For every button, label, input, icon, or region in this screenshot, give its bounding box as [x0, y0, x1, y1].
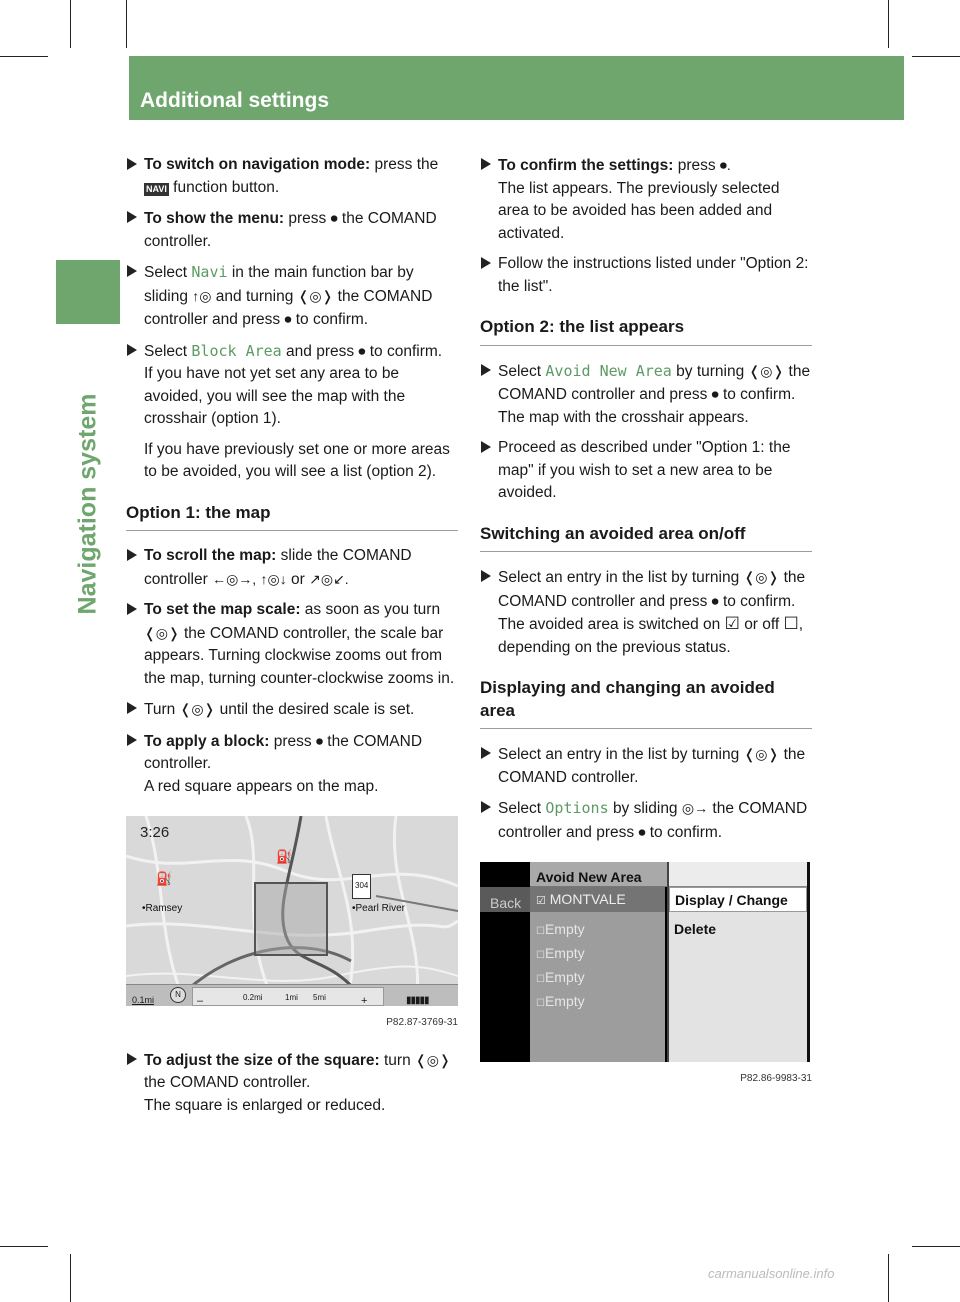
section-heading: Option 2: the list appears — [480, 316, 812, 346]
scale-mark: 1mi — [285, 993, 298, 1002]
step-text: or off — [744, 616, 780, 633]
step — [480, 797, 812, 844]
step-text: by turning — [676, 362, 745, 380]
step-result — [498, 613, 812, 659]
crop-mark — [912, 56, 960, 57]
place-label: Pearl River — [355, 903, 405, 914]
block-square — [254, 882, 328, 956]
compass-icon: N — [170, 987, 186, 1003]
signal-icon: ▮▮▮▮▮ — [406, 995, 429, 1006]
step-text: by sliding — [612, 800, 678, 817]
step-text: the COMAND controller and press — [144, 287, 433, 328]
step — [480, 253, 812, 298]
turn-icon: ❬◎❭ — [297, 287, 334, 304]
step — [126, 261, 458, 332]
option-delete[interactable]: Delete — [674, 921, 717, 937]
step-text: Turn — [144, 701, 176, 718]
step-text: Select an entry in the list by turning — [498, 569, 740, 586]
turn-icon: ❬◎❭ — [743, 569, 780, 585]
step-text: the COMAND controller. — [144, 732, 423, 772]
watermark: carmanualsonline.info — [708, 1266, 835, 1281]
crop-mark — [0, 1246, 48, 1247]
controller-press-icon: ⏺ — [315, 732, 323, 749]
checkbox-checked-icon: ☑ — [724, 614, 740, 633]
slide-left-right-icon: ←◎→, — [212, 570, 257, 587]
back-button[interactable]: Back — [490, 895, 522, 911]
step-title: To apply a block: — [144, 732, 270, 750]
scale-slider — [192, 987, 384, 1006]
controller-press-icon: ⏺ — [638, 823, 646, 840]
menu-item-label: MONTVALE — [549, 891, 626, 907]
step-text: slide the COMAND controller — [144, 547, 412, 588]
turn-icon: ❬◎❭ — [144, 624, 180, 641]
page-number: 94 — [84, 92, 106, 113]
crop-mark — [888, 1254, 889, 1302]
scale-mark: 5mi — [313, 993, 326, 1002]
menu-item-label: Empty — [544, 993, 585, 1009]
controller-press-icon: ⏺. — [719, 157, 731, 173]
step-text: the COMAND controller and press — [498, 800, 808, 841]
slide-diagonal-icon: ↗◎↙. — [309, 570, 349, 587]
step-result: A red square appears on the map. — [144, 777, 379, 795]
menu-item-options: Options — [545, 799, 609, 817]
map-place: •Ramsey — [142, 903, 183, 914]
map-time: 3:26 — [140, 824, 170, 841]
crop-mark — [0, 56, 48, 57]
step-title: To scroll the map: — [144, 547, 277, 564]
step-result: If you have not yet set any area to be avoided, you will see the map with the crosshair (option 1). — [144, 365, 406, 427]
scale-left: 0.1mi — [132, 995, 155, 1005]
turn-icon: ❬◎❭ — [415, 1051, 451, 1068]
step-title: To show the menu: — [144, 210, 285, 227]
step-text: press the — [374, 156, 439, 173]
step-text: or — [291, 570, 305, 588]
slide-right-icon: ◎→ — [681, 800, 709, 816]
menu-title: Avoid New Area — [536, 869, 642, 885]
menu-figure — [480, 862, 812, 1091]
step-text: the COMAND controller. — [498, 746, 806, 786]
step-text: the COMAND controller, the scale bar appears. Turning clockwise zooms out from the map, turning counter-clockwise zooms in. — [144, 624, 455, 687]
step-result: The square is enlarged or reduced. — [144, 1096, 386, 1114]
step-title: To switch on navigation mode: — [144, 156, 371, 173]
step — [126, 730, 458, 799]
step-text: Proceed as described under "Option 1: the map" if you wish to set a new area to be avoided. — [498, 439, 791, 501]
step-text: the COMAND controller and press — [498, 569, 806, 610]
step — [480, 566, 812, 659]
scale-mark: 0.2mi — [243, 993, 263, 1002]
controller-press-icon: ⏺ — [711, 386, 719, 402]
crop-mark — [888, 0, 889, 48]
slide-up-icon: ↑◎ — [192, 287, 212, 304]
step — [126, 154, 458, 199]
step — [480, 154, 812, 245]
figure-caption: P82.86-9983-31 — [740, 1073, 812, 1084]
menu-item-label: Empty — [544, 921, 585, 937]
checkbox-checked-icon: ☑ — [536, 895, 546, 907]
step-text: the COMAND controller and press — [498, 362, 811, 403]
menu-item-block-area: Block Area — [191, 341, 282, 360]
crop-mark — [70, 1254, 71, 1302]
chapter-title: Additional settings — [140, 89, 329, 112]
scale-bar — [126, 984, 458, 1006]
step — [126, 698, 458, 722]
checkbox-empty-icon: ☐ — [536, 950, 545, 961]
menu-item-label: Empty — [544, 945, 585, 961]
controller-press-icon: ⏺ — [711, 592, 719, 609]
step-text: to confirm. — [295, 311, 369, 328]
step-title: To confirm the settings: — [498, 157, 674, 174]
step-text: to confirm. — [722, 592, 796, 610]
options-top — [669, 862, 807, 887]
crop-mark — [912, 1246, 960, 1247]
step-result: The map with the crosshair appears. — [498, 408, 749, 426]
checkbox-empty-icon: ☐ — [536, 974, 545, 985]
checkbox-empty-icon: ☐ — [536, 998, 545, 1009]
step-text: to confirm. — [649, 823, 723, 841]
menu-item-navi: Navi — [191, 263, 228, 281]
step-text: press — [288, 210, 327, 227]
step-text: Select — [144, 342, 188, 360]
sidebar-tab — [56, 260, 120, 324]
left-column — [126, 154, 458, 1125]
map-figure — [126, 816, 458, 1035]
step-text: the COMAND controller. — [144, 1074, 311, 1091]
step-text: until the desired scale is set. — [219, 701, 415, 718]
fuel-station-icon: ⛽ — [156, 871, 173, 886]
section-heading: Displaying and changing an avoided area — [480, 677, 812, 729]
step — [126, 1049, 458, 1118]
step-text: Select — [144, 264, 188, 281]
scale-plus: + — [361, 995, 368, 1006]
header-separator — [126, 56, 129, 120]
right-column — [480, 154, 812, 1105]
map-screen — [126, 816, 458, 1006]
step-text: to confirm. — [722, 386, 796, 403]
step — [480, 360, 812, 430]
step-text: Follow the instructions listed under "Option 2: the list". — [498, 255, 809, 295]
step-text: turn — [384, 1051, 411, 1069]
step-text: and turning — [215, 287, 294, 305]
slide-up-down-icon: ↑◎↓ — [260, 570, 287, 587]
menu-item[interactable] — [536, 966, 585, 992]
turn-icon: ❬◎❭ — [743, 746, 780, 762]
section-heading: Switching an avoided area on/off — [480, 523, 812, 553]
fuel-station-icon: ⛽ — [276, 849, 293, 864]
step-text: and press — [286, 342, 355, 360]
step — [126, 340, 458, 484]
menu-item-avoid-new-area: Avoid New Area — [545, 361, 672, 380]
step-text: Select — [498, 362, 542, 380]
step-text: , depending on the previous status. — [498, 616, 804, 656]
step — [126, 599, 458, 690]
step-text: as soon as you turn — [304, 601, 441, 618]
place-label: Ramsey — [145, 903, 183, 914]
step — [126, 545, 458, 591]
menu-selected-row[interactable] — [530, 887, 665, 912]
checkbox-empty-icon: ☐ — [536, 926, 545, 937]
step-text: press — [273, 732, 312, 750]
step-text: Select an entry in the list by turning — [498, 746, 740, 763]
menu-item[interactable] — [536, 918, 585, 944]
crop-mark — [70, 0, 71, 48]
step-text: The avoided area is switched on — [498, 616, 721, 633]
step-text: Select — [498, 800, 542, 817]
step-text: in the main function bar by sliding — [144, 264, 414, 305]
menu-item[interactable] — [536, 990, 585, 1016]
option-display-change[interactable]: Display / Change — [669, 887, 807, 912]
section-heading: Option 1: the map — [126, 502, 458, 532]
step-result: If you have previously set one or more areas to be avoided, you will see a list (option 2). — [144, 440, 450, 480]
step — [480, 743, 812, 789]
step-text: to confirm. — [369, 342, 443, 360]
figure-caption: P82.87-3769-31 — [386, 1017, 458, 1028]
step-title: To adjust the size of the square: — [144, 1051, 380, 1069]
controller-press-icon: ⏺ — [330, 210, 338, 226]
turn-icon: ❬◎❭ — [748, 362, 785, 379]
sidebar-label: Navigation system — [73, 393, 102, 615]
map-place: •Pearl River — [352, 903, 405, 914]
step-result: The list appears. The previously selected area to be avoided has been added and activated. — [498, 179, 780, 242]
menu-right-edge — [807, 862, 810, 1062]
step — [126, 207, 458, 253]
navi-button-icon: NAVI — [146, 183, 167, 194]
menu-item[interactable] — [536, 942, 585, 968]
controller-press-icon: ⏺ — [358, 342, 366, 359]
step-text: the COMAND controller. — [144, 210, 437, 250]
step — [480, 437, 812, 505]
scale-minus: – — [197, 995, 204, 1006]
turn-icon: ❬◎❭ — [179, 701, 216, 717]
avoid-area-menu-screen — [480, 862, 810, 1062]
menu-item-label: Empty — [544, 969, 585, 985]
checkbox-empty-icon: ☐ — [783, 614, 799, 633]
crop-mark — [126, 0, 127, 48]
step-text: function button. — [173, 178, 280, 196]
road-sign: 304 — [352, 874, 371, 899]
step-title: To set the map scale: — [144, 601, 301, 618]
step-text: press — [677, 157, 716, 174]
controller-press-icon: ⏺ — [284, 311, 292, 327]
